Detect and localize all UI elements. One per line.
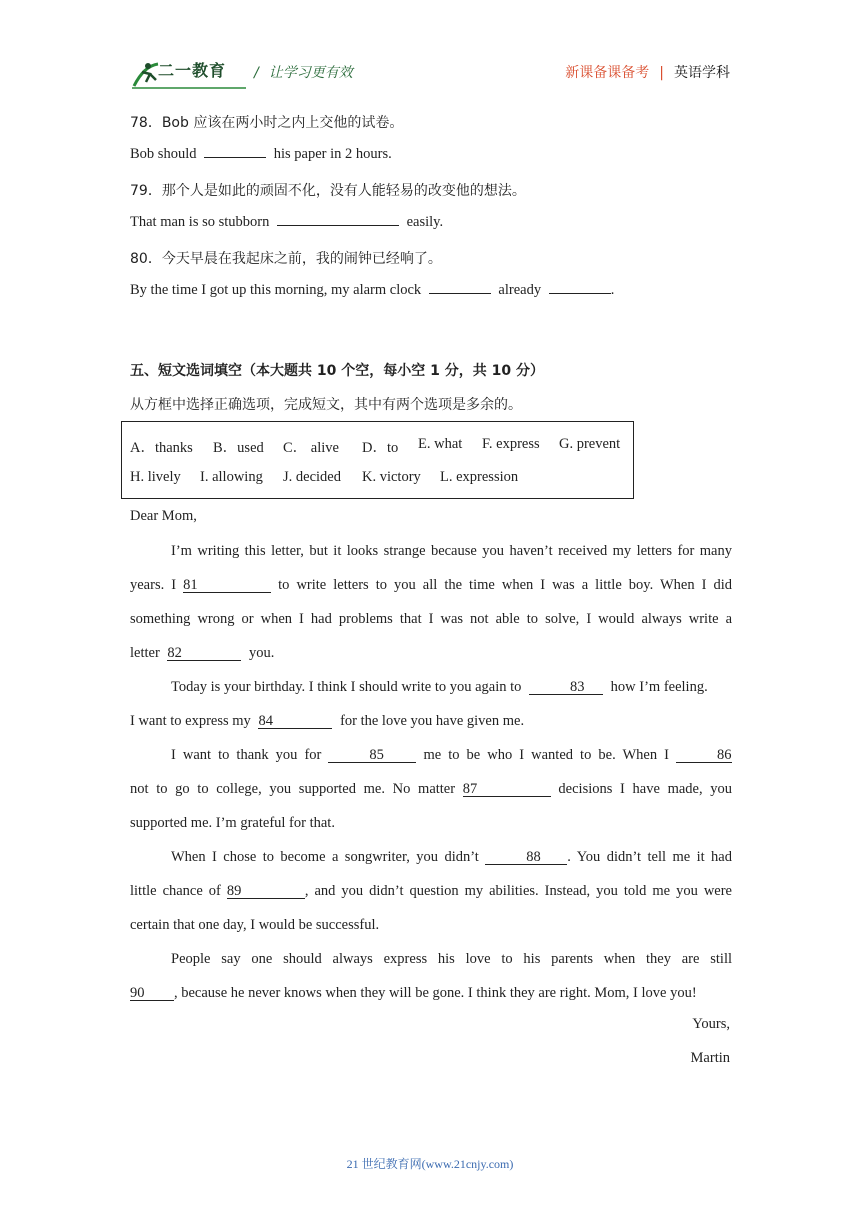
- q79-chinese: 79．那个人是如此的顽固不化，没有人能轻易的改变他的想法。: [130, 183, 526, 199]
- q80-chinese: 80．今天早晨在我起床之前，我的闹钟已经响了。: [130, 251, 442, 267]
- paragraph-5: People say one should always express his love to his parents when they are still 90 , because he never knows when they will be gone. I think they are right. Mom, I love you!: [130, 951, 732, 1001]
- blank-84[interactable]: 84: [258, 714, 332, 729]
- q80-english: By the time I got up this morning, my alarm clock already .: [130, 282, 615, 298]
- q78-chinese: 78．Bob 应该在两小时之内上交他的试卷。: [130, 115, 404, 131]
- blank-83[interactable]: 83: [529, 680, 603, 695]
- option-a: A．thanks: [130, 440, 193, 456]
- blank-88[interactable]: 88: [485, 850, 567, 865]
- blank-90[interactable]: 90: [130, 986, 174, 1001]
- header-subject: 新课备课备考 | 英语学科: [565, 65, 730, 81]
- option-f: F. express: [482, 436, 540, 452]
- option-e: E. what: [418, 436, 463, 452]
- option-g: G. prevent: [559, 436, 621, 452]
- logo-text: 二一教育: [158, 61, 227, 80]
- page-footer: 21 世纪教育网(www.21cnjy.com): [346, 1157, 514, 1171]
- signature: Martin: [690, 1050, 730, 1066]
- option-i: I. allowing: [200, 469, 263, 485]
- option-k: K. victory: [362, 469, 421, 485]
- option-d: D．to: [362, 440, 399, 456]
- blank-86[interactable]: 86: [676, 748, 732, 763]
- page-header: [130, 54, 730, 94]
- option-c: C． alive: [283, 440, 339, 456]
- salutation: Dear Mom,: [130, 508, 197, 524]
- q78-english: Bob should his paper in 2 hours.: [130, 146, 392, 162]
- q80-blank-1[interactable]: [429, 293, 491, 294]
- option-j: J. decided: [283, 469, 341, 485]
- blank-81[interactable]: 81: [183, 578, 271, 593]
- paragraph-2: Today is your birthday. I think I should write to you again to 83 how I’m feeling. I want to express my 84 for the love you have given me.: [130, 679, 708, 729]
- option-h: H. lively: [130, 469, 181, 485]
- blank-89[interactable]: 89: [227, 884, 305, 899]
- q79-english: That man is so stubborn easily.: [130, 214, 444, 230]
- paragraph-3: I want to thank you for 85 me to be who I wanted to be. When I 86 not to go to college, you supported me. No matter 87 decisions I have made, you supported me. I’m grateful for that.: [130, 747, 733, 831]
- option-l: L. expression: [440, 469, 519, 485]
- q80-blank-2[interactable]: [549, 293, 611, 294]
- q78-blank[interactable]: [204, 157, 266, 158]
- blank-87[interactable]: 87: [463, 782, 551, 797]
- paragraph-1: I’m writing this letter, but it looks strange because you haven’t received my letters for many years. I 81 to write letters to you all the time when I was a little boy. When I did something wrong or when I had problems that I was not able to solve, I would always write a letter 82 you.: [130, 543, 733, 661]
- paragraph-4: When I chose to become a songwriter, you didn’t 88 . You didn’t tell me it had little chance of 89 , and you didn’t question my abilities. Instead, you told me you were certain that one day, I would be successful.: [130, 849, 732, 933]
- closing: Yours,: [692, 1016, 730, 1032]
- q79-blank[interactable]: [277, 225, 399, 226]
- section-title: 五、短文选词填空（本大题共 10 个空，每小空 1 分，共 10 分）: [130, 363, 544, 379]
- option-b: B．used: [213, 440, 264, 456]
- slogan: / 让学习更有效: [254, 65, 353, 81]
- blank-85[interactable]: 85: [328, 748, 416, 763]
- options-box: [121, 421, 634, 499]
- section-instruction: 从方框中选择正确选项，完成短文，其中有两个选项是多余的。: [130, 397, 522, 413]
- blank-82[interactable]: 82: [167, 646, 241, 661]
